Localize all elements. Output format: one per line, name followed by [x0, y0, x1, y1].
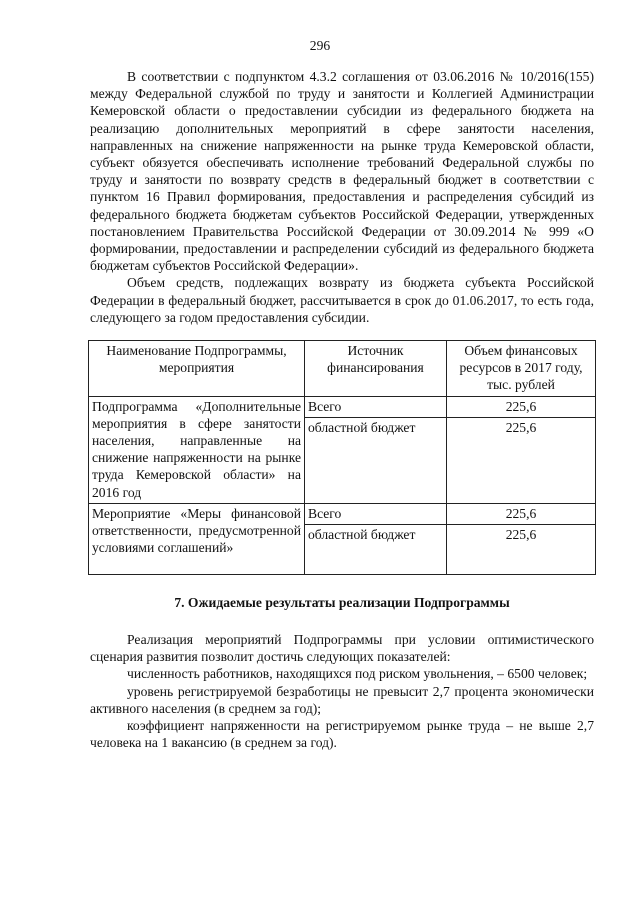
source-cell: Всего	[305, 503, 447, 524]
section-heading: 7. Ожидаемые результаты реализации Подпрограммы	[174, 595, 510, 611]
subprogram-name: Подпрограмма «Дополнительные мероприятия в сфере занятости населения, направленные на снижение напряженности на рынке труда Кемеровской области» на 2016 год	[89, 396, 305, 503]
result-item-tension: коэффициент напряженности на регистрируемом рынке труда – не выше 2,7 человека на 1 вакансию (в среднем за год).	[90, 718, 594, 751]
amount-cell: 225,6	[447, 417, 596, 503]
result-item-workers: численность работников, находящихся под риском увольнения, – 6500 человек;	[127, 666, 588, 682]
table-header-row	[89, 341, 596, 397]
page-number: 296	[309, 38, 331, 53]
header-amount: Объем финансовых ресурсов в 2017 году, тыс. рублей	[447, 341, 596, 397]
amount-cell: 225,6	[447, 503, 596, 524]
paragraph-agreement: В соответствии с подпунктом 4.3.2 соглашения от 03.06.2016 № 10/2016(155) между Федеральной службой по труду и занятости и Коллегией Администрации Кемеровской области о предоставлении субсидии из федерального бюджета на реализацию дополнительных мероприятий в сфере занятости населения, направленных на снижение напряженности на рынке труда Кемеровской области, субъект обязуется обеспечивать исполнение требований Федеральной службы по труду и занятости по возврату средств в федеральный бюджет в соответствии с пунктом 16 Правил формирования, предоставления и распределения субсидий из федерального бюджета бюджетам субъектов Российской Федерации, утвержденных постановлением Правительства Российской Федерации от 30.09.2014 № 999 «О формировании, предоставлении и распределении субсидий из федерального бюджета бюджетам субъектов Российской Федерации».	[90, 69, 594, 274]
amount-cell: 225,6	[447, 525, 596, 575]
document-body	[90, 68, 594, 752]
table-row	[89, 396, 596, 417]
result-item-unemployment: уровень регистрируемой безработицы не превысит 2,7 процента экономически активного населения (в среднем за год);	[90, 683, 594, 716]
table-row	[89, 503, 596, 524]
source-cell: Всего	[305, 396, 447, 417]
source-cell: областной бюджет	[305, 417, 447, 503]
funding-table	[88, 340, 596, 575]
measure-name: Мероприятие «Меры финансовой ответственности, предусмотренной условиями соглашений»	[89, 503, 305, 574]
source-cell: областной бюджет	[305, 525, 447, 575]
paragraph-refund-volume: Объем средств, подлежащих возврату из бюджета субъекта Российской Федерации в федеральный бюджет, рассчитывается в срок до 01.06.2017, то есть года, следующего за годом предоставления субсидии.	[90, 275, 594, 325]
amount-cell: 225,6	[447, 396, 596, 417]
results-intro: Реализация мероприятий Подпрограммы при условии оптимистического сценария развития позволит достичь следующих показателей:	[90, 632, 594, 665]
header-name: Наименование Подпрограммы, мероприятия	[89, 341, 305, 397]
header-source: Источник финансирования	[305, 341, 447, 397]
